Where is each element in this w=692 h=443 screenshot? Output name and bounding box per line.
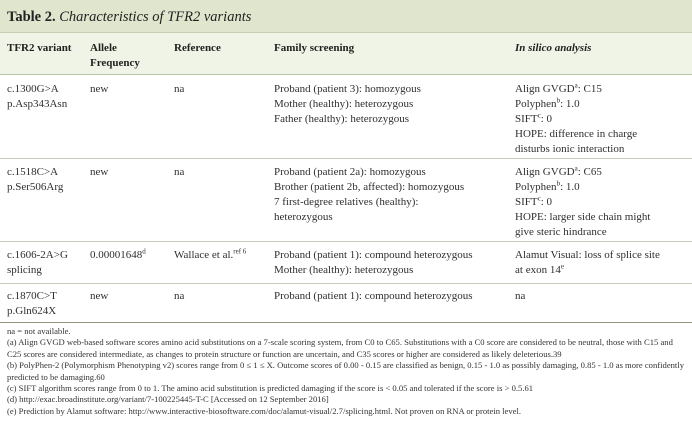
row-4-screening	[274, 289, 473, 304]
reference-marker: ref 6	[233, 247, 247, 256]
silico-tool: Polyphen	[515, 98, 557, 110]
row-2-reference: na	[174, 166, 185, 178]
screening-line: 7 first-degree relatives (healthy):	[274, 196, 419, 208]
footnote-marker: c	[537, 194, 541, 203]
screening-line: Proband (patient 1): compound heterozygous	[274, 290, 473, 302]
footnote-marker: e	[560, 262, 564, 271]
row-3-frequency	[90, 248, 146, 263]
screening-line: Proband (patient 2a): homozygous	[274, 166, 426, 178]
footnote-marker: b	[556, 179, 561, 188]
screening-line: Brother (patient 2b, affected): homozygous	[274, 181, 465, 193]
screening-line: Father (healthy): heterozygous	[274, 113, 410, 125]
row-1-frequency: new	[90, 83, 109, 95]
variant-cdna: c.1518C>A	[7, 166, 59, 178]
screening-line: heterozygous	[274, 211, 333, 223]
header-allele-frequency	[90, 41, 140, 71]
variant-effect: splicing	[7, 264, 42, 276]
row-3-reference	[174, 248, 246, 263]
reference-text: Wallace et al.	[174, 249, 234, 261]
row-1-in-silico	[515, 82, 637, 157]
silico-line: na	[515, 290, 526, 302]
silico-line	[515, 263, 660, 278]
header-freq-line-1: Allele	[90, 42, 117, 54]
row-1-reference: na	[174, 83, 185, 95]
row-4-in-silico	[515, 289, 525, 304]
silico-tool: Polyphen	[515, 181, 557, 193]
silico-line	[515, 82, 637, 97]
header-freq-line-2: Frequency	[90, 57, 140, 69]
screening-line: Mother (healthy): heterozygous	[274, 264, 414, 276]
footnote-c: (c) SIFT algorithm scores range from 0 to 1. The amino acid substitution is predicted damaging if the score is < 0.05 and tolerated if the score is > 0.5.61	[7, 383, 534, 394]
table-label: Table 2.	[7, 9, 56, 25]
table-header-row	[0, 33, 692, 75]
silico-line	[515, 195, 650, 210]
row-4-reference: na	[174, 290, 185, 302]
variant-protein: p.Ser506Arg	[7, 181, 64, 193]
header-family-screening: Family screening	[274, 42, 355, 54]
table-caption: Characteristics of TFR2 variants	[59, 9, 252, 25]
row-divider	[0, 158, 692, 159]
silico-line: HOPE: larger side chain might	[515, 211, 651, 223]
table-footnotes	[7, 326, 687, 417]
header-variant: TFR2 variant	[7, 42, 72, 54]
silico-score: : 0	[540, 196, 553, 208]
header-in-silico: In silico analysis	[515, 42, 592, 54]
row-divider	[0, 241, 692, 242]
table-bottom-rule	[0, 322, 692, 323]
variant-protein: p.Asp343Asn	[7, 98, 68, 110]
silico-score: : 0	[540, 113, 553, 125]
row-2-frequency: new	[90, 166, 109, 178]
variant-cdna: c.1300G>A	[7, 83, 59, 95]
footnote-na: na = not available.	[7, 326, 71, 336]
row-1-screening	[274, 82, 421, 127]
header-reference: Reference	[174, 42, 221, 54]
footnote-d: (d) http://exac.broadinstitute.org/variant/7-100225445-T-C [Accessed on 12 September 2016]	[7, 394, 329, 405]
frequency-value: 0.00001648	[90, 249, 143, 261]
silico-text: at exon 14	[515, 264, 561, 276]
row-3-variant	[7, 248, 68, 278]
silico-score: : 1.0	[560, 98, 580, 110]
silico-tool: Align GVGD	[515, 83, 575, 95]
silico-line: disturbs ionic interaction	[515, 143, 625, 155]
row-4-variant	[7, 289, 57, 319]
footnote-a: (a) Align GVGD web-based software scores amino acid substitutions on a 7-scale scoring system, from C0 to C65. Substitutions with a C0 score are considered to be neutral, those with C15 and C25 scores are considered intermediate, as changes to protein structure or function are uncertain, and C35 scores or higher are considered as likely deleterious.39	[7, 337, 673, 359]
table-title	[0, 0, 692, 33]
screening-line: Proband (patient 1): compound heterozygous	[274, 249, 473, 261]
silico-line: give steric hindrance	[515, 226, 607, 238]
footnote-b: (b) PolyPhen-2 (Polymorphism Phenotyping v2) scores range from 0 ≤ 1 ≤ X. Outcome scores of 0.00 - 0.15 are classified as benign, 0.15 - 1.0 as possibly damaging, 0.85 - 1.0 as more confidently predicted to be damaging.60	[7, 360, 685, 382]
footnote-marker: a	[574, 164, 578, 173]
silico-tool: SIFT	[515, 113, 538, 125]
footnote-marker: b	[556, 96, 561, 105]
row-1-variant	[7, 82, 67, 112]
row-3-screening	[274, 248, 473, 278]
row-2-variant	[7, 165, 63, 195]
silico-line	[515, 97, 637, 112]
silico-score: : C65	[577, 166, 602, 178]
variant-cdna: c.1870C>T	[7, 290, 57, 302]
footnote-marker: c	[537, 111, 541, 120]
footnote-e: (e) Prediction by Alamut software: http://www.interactive-biosoftware.com/doc/alamut-visual/2.7/splicing.html. Not proven on RNA or protein level.	[7, 405, 521, 416]
row-2-in-silico	[515, 165, 650, 240]
screening-line: Mother (healthy): heterozygous	[274, 98, 414, 110]
silico-score: : 1.0	[560, 181, 580, 193]
silico-tool: SIFT	[515, 196, 538, 208]
silico-line	[515, 112, 637, 127]
footnote-marker: a	[574, 81, 578, 90]
row-divider	[0, 283, 692, 284]
silico-score: : C15	[577, 83, 602, 95]
silico-line: HOPE: difference in charge	[515, 128, 638, 140]
silico-line: Alamut Visual: loss of splice site	[515, 249, 660, 261]
variant-cdna: c.1606-2A>G	[7, 249, 68, 261]
silico-line	[515, 180, 650, 195]
footnote-marker: d	[142, 247, 146, 256]
screening-line: Proband (patient 3): homozygous	[274, 83, 421, 95]
row-4-frequency: new	[90, 290, 109, 302]
silico-tool: Align GVGD	[515, 166, 575, 178]
row-3-in-silico	[515, 248, 660, 278]
row-2-screening	[274, 165, 464, 225]
silico-line	[515, 165, 650, 180]
variant-protein: p.Gln624X	[7, 305, 57, 317]
